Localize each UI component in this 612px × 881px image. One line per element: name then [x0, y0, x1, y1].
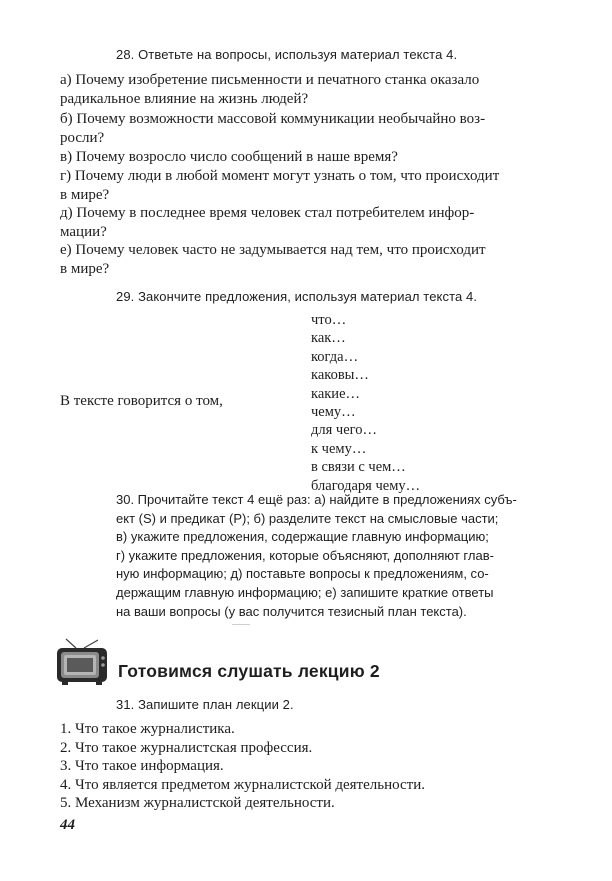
ending-item: какие…: [311, 385, 361, 402]
task-30: [116, 491, 561, 621]
task-31-heading: 31. Запишите план лекции 2.: [116, 697, 294, 712]
divider: [232, 624, 250, 625]
ending-item: чему…: [311, 404, 356, 421]
ending-item: когда…: [311, 348, 359, 365]
question-a: [60, 71, 560, 109]
question-b: [60, 110, 560, 148]
section-title: Готовимся слушать лекцию 2: [118, 661, 380, 681]
task-28-heading: 28. Ответьте на вопросы, используя материал текста 4.: [116, 47, 458, 62]
task-30-line: на ваши вопросы (у вас получится тезисный план текста).: [116, 603, 467, 619]
lecture-plan: [60, 720, 425, 813]
question-d: [60, 204, 560, 242]
question-e: [60, 241, 560, 279]
task-30-line: 30. Прочитайте текст 4 ещё раз: а) найдите в предложениях субъ-: [116, 492, 517, 507]
question-v-line1: в) Почему возросло число сообщений в наше время?: [60, 149, 398, 165]
ending-item: как…: [311, 330, 346, 347]
question-g-line2: в мире?: [60, 187, 110, 203]
plan-item: 5. Механизм журналистской деятельности.: [60, 795, 335, 812]
question-v: [60, 148, 560, 167]
question-a-line2: радикальное влияние на жизнь людей?: [60, 91, 309, 107]
task-30-line: держащим главную информацию; е) запишите краткие ответы: [116, 584, 494, 600]
ending-item: для чего…: [311, 422, 377, 439]
plan-item: 3. Что такое информация.: [60, 758, 224, 775]
task-30-line: в) укажите предложения, содержащие главную информацию;: [116, 529, 489, 545]
ending-item: к чему…: [311, 440, 367, 457]
question-b-line2: росли?: [60, 130, 105, 146]
plan-item: 4. Что является предметом журналистской деятельности.: [60, 776, 425, 793]
question-b-line1: б) Почему возможности массовой коммуникации необычайно воз-: [60, 111, 486, 127]
plan-item: 2. Что такое журналистская профессия.: [60, 739, 313, 756]
question-e-line1: е) Почему человек часто не задумывается над тем, что происходит: [60, 242, 486, 258]
ending-item: благодаря чему…: [311, 477, 421, 494]
question-a-line1: а) Почему изобретение письменности и печатного станка оказало: [60, 72, 480, 88]
question-g: [60, 167, 560, 205]
task-30-line: г) укажите предложения, которые объясняют, дополняют глав-: [116, 547, 494, 563]
tv-icon: [54, 638, 110, 691]
question-e-line2: в мире?: [60, 261, 110, 277]
ending-item: в связи с чем…: [311, 459, 406, 476]
task-29-heading: 29. Закончите предложения, используя материал текста 4.: [116, 289, 478, 304]
question-g-line1: г) Почему люди в любой момент могут узнать о том, что происходит: [60, 168, 500, 184]
task-29-lead: В тексте говорится о том,: [60, 393, 223, 409]
ending-item: что…: [311, 312, 347, 328]
question-d-line2: мации?: [60, 224, 107, 240]
page-number: 44: [60, 817, 75, 833]
task-29-endings: [311, 311, 420, 495]
question-d-line1: д) Почему в последнее время человек стал потребителем инфор-: [60, 205, 475, 221]
plan-item: 1. Что такое журналистика.: [60, 721, 235, 737]
task-30-line: ект (S) и предикат (P); б) разделите текст на смысловые части;: [116, 510, 499, 526]
task-30-line: ную информацию; д) поставьте вопросы к предложениям, со-: [116, 566, 489, 582]
ending-item: каковы…: [311, 367, 369, 384]
